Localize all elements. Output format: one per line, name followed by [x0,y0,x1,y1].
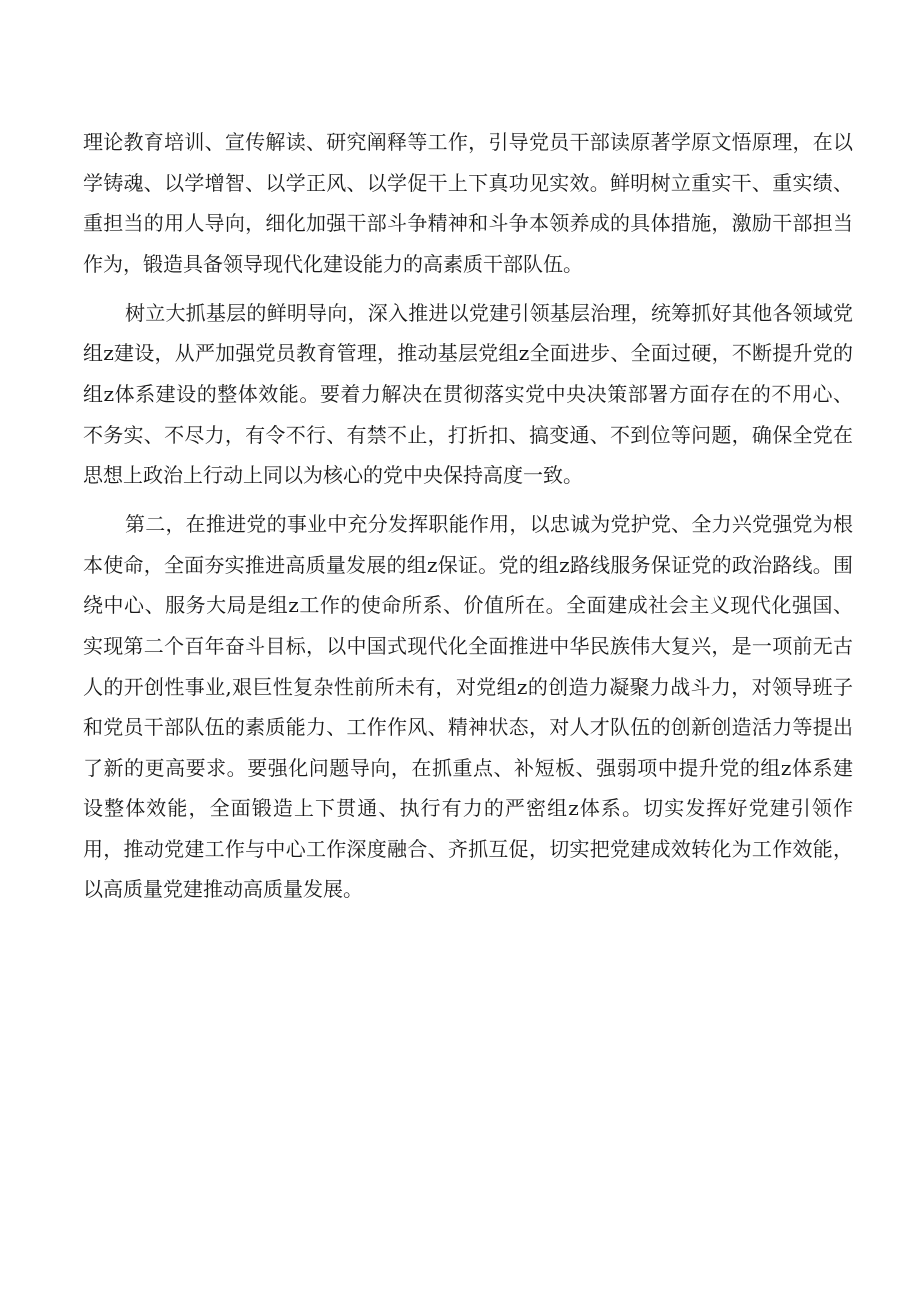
paragraph-1: 理论教育培训、宣传解读、研究阐释等工作，引导党员干部读原著学原文悟原理，在以学铸魂、以学增智、以学正风、以学促干上下真功见实效。鲜明树立重实干、重实绩、重担当的用人导向，细化加强干部斗争精神和斗争本领养成的具体措施，激励干部担当作为，锻造具备领导现代化建设能力的高素质干部队伍。 [83,130,853,276]
document-body [83,122,853,918]
paragraph-3: 第二，在推进党的事业中充分发挥职能作用，以忠诚为党护党、全力兴党强党为根本使命，全面夯实推进高质量发展的组z保证。党的组z路线服务保证党的政治路线。围绕中心、服务大局是组z工作的使命所系、价值所在。全面建成社会主义现代化强国、实现第二个百年奋斗目标，以中国式现代化全面推进中华民族伟大复兴，是一项前无古人的开创性事业,艰巨性复杂性前所未有，对党组z的创造力凝聚力战斗力，对领导班子和党员干部队伍的素质能力、工作作风、精神状态，对人才队伍的创新创造活力等提出了新的更高要求。要强化问题导向，在抓重点、补短板、强弱项中提升党的组z体系建设整体效能，全面锻造上下贯通、执行有力的严密组z体系。切实发挥好党建引领作用，推动党建工作与中心工作深度融合、齐抓互促，切实把党建成效转化为工作效能，以高质量党建推动高质量发展。 [83,512,853,902]
paragraph-2: 树立大抓基层的鲜明导向，深入推进以党建引领基层治理，统筹抓好其他各领域党组z建设，从严加强党员教育管理，推动基层党组z全面进步、全面过硬，不断提升党的组z体系建设的整体效能。要着力解决在贯彻落实党中央决策部署方面存在的不用心、不务实、不尽力，有令不行、有禁不止，打折扣、搞变通、不到位等问题，确保全党在思想上政治上行动上同以为核心的党中央保持高度一致。 [83,300,853,488]
